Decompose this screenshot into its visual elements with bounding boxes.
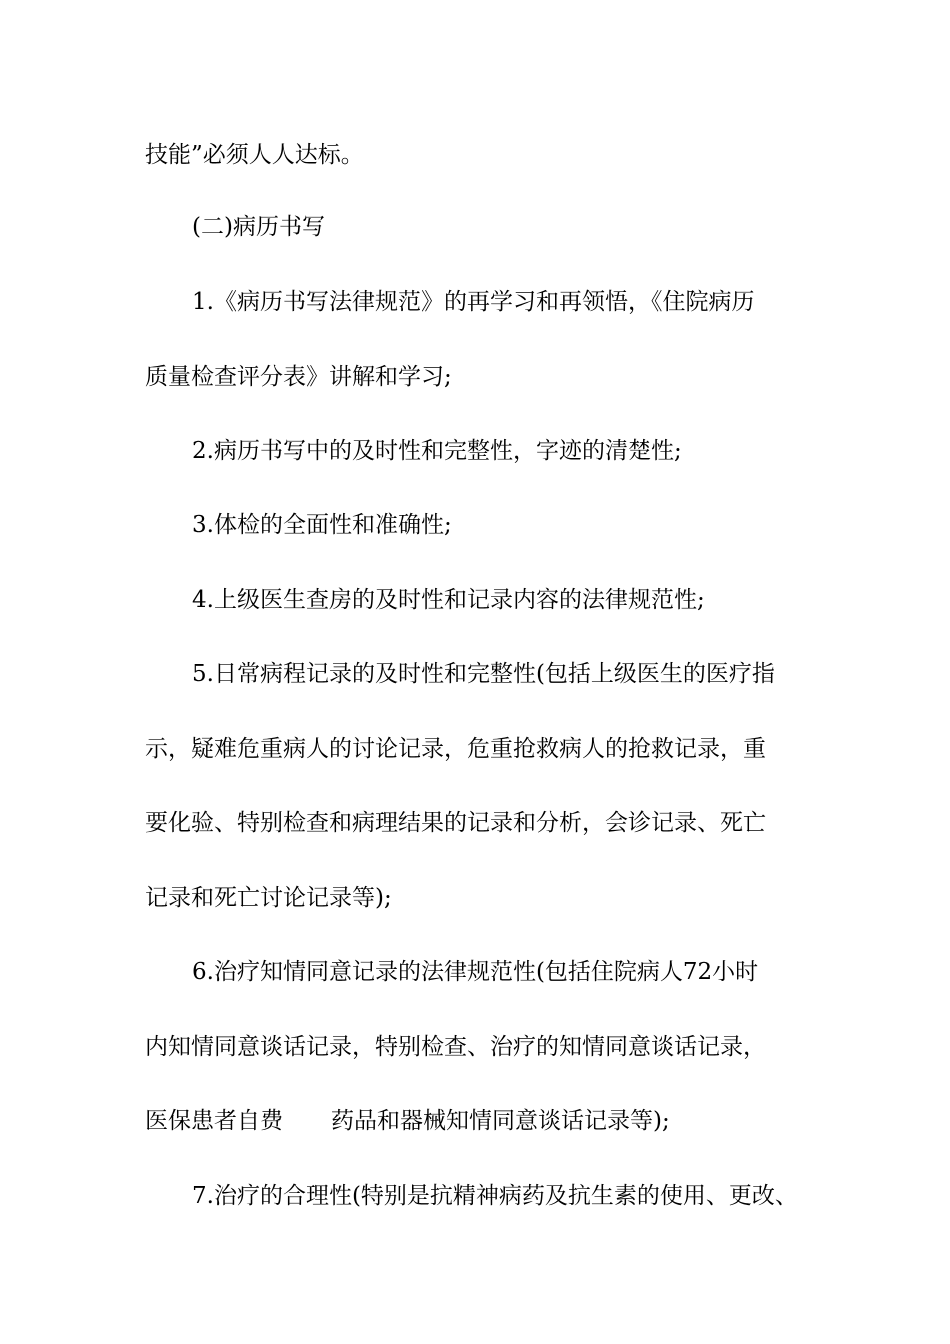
text-segment: 药品和器械知情同意谈话记录等); [331, 1108, 670, 1134]
text-line: 5.日常病程记录的及时性和完整性(包括上级医生的医疗指 [192, 661, 775, 687]
text-line: 要化验、特别检查和病理结果的记录和分析，会诊记录、死亡 [145, 810, 766, 836]
text-line: 1.《病历书写法律规范》的再学习和再领悟，《住院病历 [192, 289, 755, 315]
text-line: 记录和死亡讨论记录等); [145, 885, 392, 911]
text-line [145, 1106, 835, 1136]
text-line: 示，疑难危重病人的讨论记录，危重抢救病人的抢救记录，重 [145, 736, 766, 762]
text-line: 3.体检的全面性和准确性; [192, 512, 452, 538]
text-line: 7.治疗的合理性(特别是抗精神病药及抗生素的使用、更改、 [192, 1183, 798, 1209]
text-line: 内知情同意谈话记录，特别检查、治疗的知情同意谈话记录， [145, 1034, 766, 1060]
text-line: 2.病历书写中的及时性和完整性，字迹的清楚性; [192, 438, 682, 464]
text-line: 6.治疗知情同意记录的法律规范性(包括住院病人72小时 [192, 959, 759, 985]
text-line: 4.上级医生查房的及时性和记录内容的法律规范性; [192, 587, 705, 613]
text-line: 质量检查评分表》讲解和学习; [145, 364, 452, 390]
section-heading: (二)病历书写 [192, 214, 325, 240]
text-segment: 医保患者自费 [145, 1108, 283, 1134]
text-line: 技能”必须人人达标。 [145, 142, 364, 168]
